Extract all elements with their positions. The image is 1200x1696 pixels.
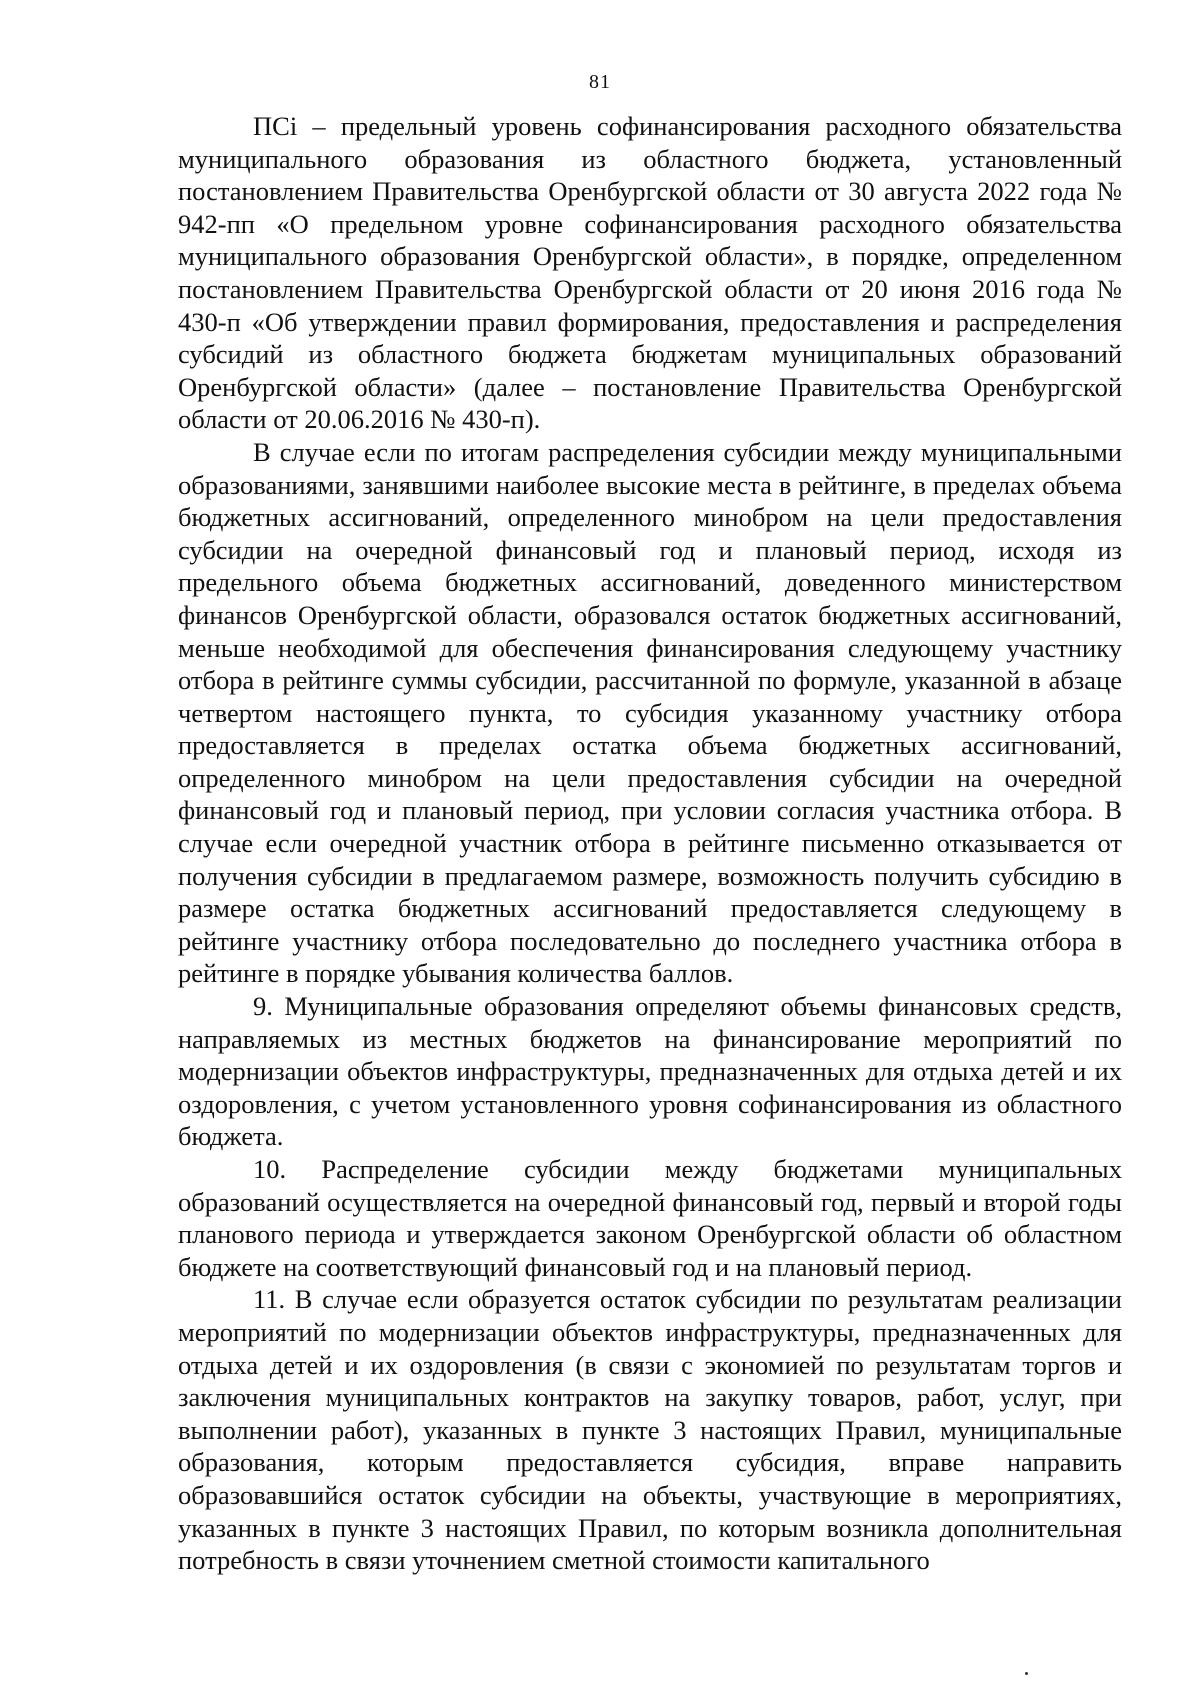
paragraph-psi-definition: ПСі – предельный уровень софинансирования расходного обязательства муниципального образования из областного бюджета, установленный постановлением Правительства Оренбургской области от 30 августа 2022 года № 942-пп «О предельном уровне софинансирования расходного обязательства муниципального образования Оренбургской области», в порядке, определенном постановлением Правительства Оренбургской области от 20 июня 2016 года № 430-п «Об утверждении правил формирования, предоставления и распределения субсидий из областного бюджета бюджетам муниципальных образований Оренбургской области» (далее – постановление Правительства Оренбургской области от 20.06.2016 № 430-п). xyxy=(178,111,1122,435)
page-number: 81 xyxy=(589,71,611,93)
paragraph-subsidy-remainder: В случае если по итогам распределения субсидии между муниципальными образованиями, занявшими наиболее высокие места в рейтинге, в пределах объема бюджетных ассигнований, определенного минобром на цели предоставления субсидии на очередной финансовый год и плановый период, исходя из предельного объема бюджетных ассигнований, доведенного министерством финансов Оренбургской области, образовался остаток бюджетных ассигнований, меньше необходимой для обеспечения финансирования следующему участнику отбора в рейтинге суммы субсидии, рассчитанной по формуле, указанной в абзаце четвертом настоящего пункта, то субсидия указанному участнику отбора предоставляется в пределах остатка объема бюджетных ассигнований, определенного минобром на цели предоставления субсидии на очередной финансовый год и плановый период, при условии согласия участника отбора. В случае если очередной участник отбора в рейтинге письменно отказывается от получения субсидии в предлагаемом размере, возможность получить субсидию в размере остатка бюджетных ассигнований предоставляется следующему в рейтинге участнику отбора последовательно до последнего участника отбора в рейтинге в порядке убывания количества баллов. xyxy=(178,436,1122,989)
paragraph-item-9: 9. Муниципальные образования определяют объемы финансовых средств, направляемых из местных бюджетов на финансирование мероприятий по модернизации объектов инфраструктуры, предназначенных для отдыха детей и их оздоровления, с учетом установленного уровня софинансирования из областного бюджета. xyxy=(178,991,1122,1152)
paragraph-item-10: 10. Распределение субсидии между бюджетами муниципальных образований осуществляется на очередной финансовый год, первый и второй годы планового периода и утверждается законом Оренбургской области об областном бюджете на соответствующий финансовый год и на плановый период. xyxy=(178,1154,1122,1282)
document-body xyxy=(178,110,1122,1577)
paragraph-item-11: 11. В случае если образуется остаток субсидии по результатам реализации мероприятий по модернизации объектов инфраструктуры, предназначенных для отдыха детей и их оздоровления (в связи с экономией по результатам торгов и заключения муниципальных контрактов на закупку товаров, работ, услуг, при выполнении работ), указанных в пункте 3 настоящих Правил, муниципальные образования, которым предоставляется субсидия, вправе направить образовавшийся остаток субсидии на объекты, участвующие в мероприятиях, указанных в пункте 3 настоящих Правил, по которым возникла дополнительная потребность в связи уточнением сметной стоимости капитального xyxy=(178,1284,1122,1576)
scan-speck xyxy=(1025,1672,1028,1675)
